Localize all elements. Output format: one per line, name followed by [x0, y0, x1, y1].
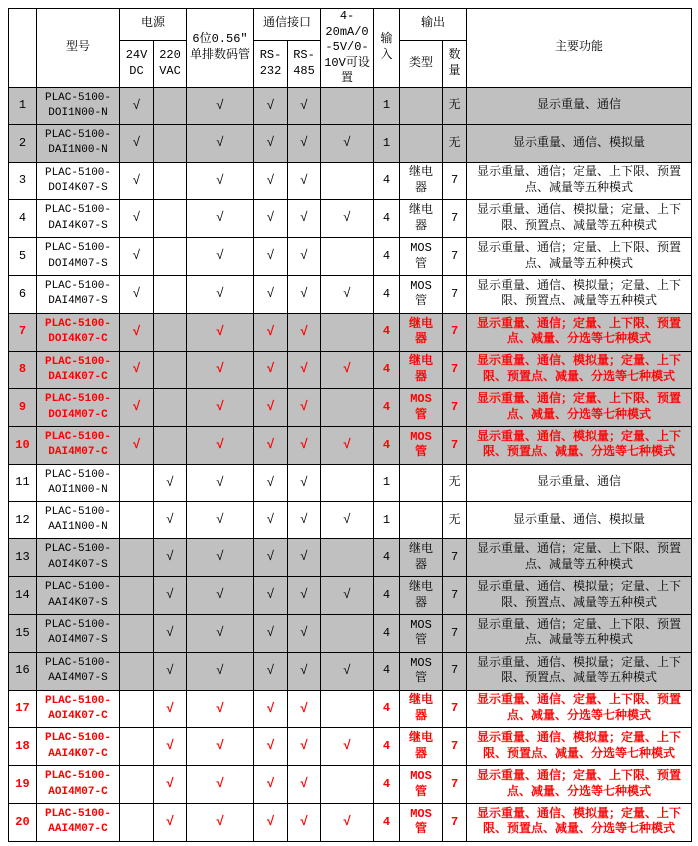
check-rs485: √: [288, 502, 321, 539]
table-row: [9, 351, 692, 389]
check-rs485: √: [288, 313, 321, 351]
check-24vdc: [120, 464, 154, 501]
table-row: [9, 464, 692, 501]
functions-cell: 显示重量、通信；定量、上下限、预置点、减量等五种模式: [467, 539, 692, 577]
output-qty-cell: 7: [443, 313, 467, 351]
check-display-tube: √: [187, 803, 254, 841]
check-220vac: √: [154, 615, 187, 653]
input-count-cell: 4: [374, 766, 400, 804]
output-type-cell: [400, 502, 443, 539]
functions-cell: 显示重量、通信、定量、上下限、预置点、减量、分选等七种模式: [467, 690, 692, 728]
check-analog-out: [321, 766, 374, 804]
header-functions: 主要功能: [467, 9, 692, 88]
row-number: 2: [9, 125, 37, 162]
check-display-tube: √: [187, 275, 254, 313]
model-cell: PLAC-5100-DOI4K07-C: [37, 313, 120, 351]
model-cell: PLAC-5100-AOI4K07-S: [37, 539, 120, 577]
output-qty-cell: 7: [443, 652, 467, 690]
check-display-tube: √: [187, 313, 254, 351]
check-220vac: [154, 313, 187, 351]
table-row: [9, 803, 692, 841]
model-cell: PLAC-5100-DOI4K07-S: [37, 162, 120, 200]
check-220vac: √: [154, 652, 187, 690]
check-220vac: √: [154, 766, 187, 804]
check-display-tube: √: [187, 652, 254, 690]
check-rs485: √: [288, 464, 321, 501]
output-qty-cell: 7: [443, 427, 467, 465]
check-220vac: √: [154, 728, 187, 766]
row-number: 12: [9, 502, 37, 539]
header-index: [9, 9, 37, 88]
row-number: 1: [9, 87, 37, 124]
output-qty-cell: 无: [443, 502, 467, 539]
functions-cell: 显示重量、通信；定量、上下限、预置点、减量、分选等七种模式: [467, 389, 692, 427]
check-rs485: √: [288, 87, 321, 124]
model-cell: PLAC-5100-AAI4K07-C: [37, 728, 120, 766]
check-220vac: √: [154, 539, 187, 577]
table-row: [9, 615, 692, 653]
check-220vac: [154, 351, 187, 389]
check-analog-out: √: [321, 125, 374, 162]
model-cell: PLAC-5100-DOI4M07-C: [37, 389, 120, 427]
functions-cell: 显示重量、通信、模拟量: [467, 125, 692, 162]
check-24vdc: √: [120, 125, 154, 162]
check-rs232: √: [254, 313, 288, 351]
table-row: [9, 125, 692, 162]
model-cell: PLAC-5100-AAI4M07-S: [37, 652, 120, 690]
input-count-cell: 4: [374, 615, 400, 653]
check-display-tube: √: [187, 502, 254, 539]
check-rs232: √: [254, 803, 288, 841]
output-type-cell: 继电器: [400, 539, 443, 577]
row-number: 6: [9, 275, 37, 313]
check-analog-out: √: [321, 351, 374, 389]
check-220vac: [154, 87, 187, 124]
input-count-cell: 1: [374, 502, 400, 539]
model-cell: PLAC-5100-AOI4M07-C: [37, 766, 120, 804]
check-analog-out: [321, 539, 374, 577]
output-type-cell: MOS管: [400, 615, 443, 653]
check-220vac: [154, 200, 187, 238]
output-type-cell: MOS管: [400, 766, 443, 804]
check-display-tube: √: [187, 577, 254, 615]
check-rs232: √: [254, 351, 288, 389]
row-number: 16: [9, 652, 37, 690]
functions-cell: 显示重量、通信、模拟量；定量、上下限、预置点、减量、分选等七种模式: [467, 803, 692, 841]
input-count-cell: 1: [374, 464, 400, 501]
output-type-cell: [400, 464, 443, 501]
check-220vac: √: [154, 464, 187, 501]
check-rs485: √: [288, 125, 321, 162]
input-count-cell: 4: [374, 200, 400, 238]
check-display-tube: √: [187, 728, 254, 766]
input-count-cell: 1: [374, 125, 400, 162]
table-row: [9, 275, 692, 313]
output-type-cell: [400, 87, 443, 124]
functions-cell: 显示重量、通信、模拟量；定量、上下限、预置点、减量、分选等七种模式: [467, 728, 692, 766]
output-type-cell: 继电器: [400, 200, 443, 238]
output-qty-cell: 7: [443, 162, 467, 200]
output-qty-cell: 无: [443, 125, 467, 162]
functions-cell: 显示重量、通信；定量、上下限、预置点、减量、分选等七种模式: [467, 313, 692, 351]
input-count-cell: 4: [374, 577, 400, 615]
check-display-tube: √: [187, 238, 254, 276]
header-power-ac: 220 VAC: [154, 40, 187, 87]
output-type-cell: MOS管: [400, 389, 443, 427]
product-spec-table: [8, 8, 692, 842]
table-row: [9, 690, 692, 728]
check-24vdc: √: [120, 427, 154, 465]
check-analog-out: [321, 162, 374, 200]
output-qty-cell: 7: [443, 615, 467, 653]
model-cell: PLAC-5100-AOI4M07-S: [37, 615, 120, 653]
check-rs232: √: [254, 389, 288, 427]
output-qty-cell: 7: [443, 275, 467, 313]
functions-cell: 显示重量、通信: [467, 464, 692, 501]
check-rs485: √: [288, 690, 321, 728]
table-row: [9, 766, 692, 804]
table-row: [9, 389, 692, 427]
input-count-cell: 1: [374, 87, 400, 124]
check-220vac: [154, 275, 187, 313]
check-rs232: √: [254, 200, 288, 238]
functions-cell: 显示重量、通信；定量、上下限、预置点、减量等五种模式: [467, 238, 692, 276]
check-24vdc: [120, 539, 154, 577]
check-24vdc: [120, 615, 154, 653]
output-qty-cell: 7: [443, 803, 467, 841]
model-cell: PLAC-5100-AOI4K07-C: [37, 690, 120, 728]
header-model: 型号: [37, 9, 120, 88]
check-analog-out: √: [321, 803, 374, 841]
check-rs485: √: [288, 427, 321, 465]
check-24vdc: √: [120, 87, 154, 124]
check-rs485: √: [288, 766, 321, 804]
row-number: 11: [9, 464, 37, 501]
output-qty-cell: 7: [443, 728, 467, 766]
output-type-cell: 继电器: [400, 577, 443, 615]
input-count-cell: 4: [374, 539, 400, 577]
header-output-type: 类型: [400, 40, 443, 87]
input-count-cell: 4: [374, 690, 400, 728]
output-qty-cell: 无: [443, 464, 467, 501]
check-rs485: √: [288, 539, 321, 577]
table-row: [9, 238, 692, 276]
table-row: [9, 577, 692, 615]
model-cell: PLAC-5100-DAI4K07-C: [37, 351, 120, 389]
check-220vac: √: [154, 690, 187, 728]
model-cell: PLAC-5100-DAI4M07-C: [37, 427, 120, 465]
check-rs232: √: [254, 125, 288, 162]
row-number: 9: [9, 389, 37, 427]
model-cell: PLAC-5100-AAI1N00-N: [37, 502, 120, 539]
row-number: 19: [9, 766, 37, 804]
check-analog-out: √: [321, 502, 374, 539]
functions-cell: 显示重量、通信、模拟量；定量、上下限、预置点、减量、分选等七种模式: [467, 427, 692, 465]
functions-cell: 显示重量、通信；定量、上下限、预置点、减量等五种模式: [467, 615, 692, 653]
row-number: 8: [9, 351, 37, 389]
header-rs485: RS-485: [288, 40, 321, 87]
check-display-tube: √: [187, 427, 254, 465]
input-count-cell: 4: [374, 803, 400, 841]
check-display-tube: √: [187, 162, 254, 200]
check-display-tube: √: [187, 200, 254, 238]
model-cell: PLAC-5100-DOI1N00-N: [37, 87, 120, 124]
header-input: 输入: [374, 9, 400, 88]
check-analog-out: √: [321, 427, 374, 465]
check-analog-out: √: [321, 200, 374, 238]
input-count-cell: 4: [374, 389, 400, 427]
check-analog-out: [321, 238, 374, 276]
functions-cell: 显示重量、通信、模拟量；定量、上下限、预置点、减量、分选等七种模式: [467, 351, 692, 389]
row-number: 17: [9, 690, 37, 728]
model-cell: PLAC-5100-AOI1N00-N: [37, 464, 120, 501]
row-number: 10: [9, 427, 37, 465]
check-rs232: √: [254, 464, 288, 501]
check-display-tube: √: [187, 690, 254, 728]
check-24vdc: [120, 728, 154, 766]
functions-cell: 显示重量、通信、模拟量；定量、上下限、预置点、减量等五种模式: [467, 200, 692, 238]
functions-cell: 显示重量、通信；定量、上下限、预置点、减量等五种模式: [467, 162, 692, 200]
check-rs485: √: [288, 389, 321, 427]
check-220vac: [154, 427, 187, 465]
check-display-tube: √: [187, 351, 254, 389]
header-output-qty: 数量: [443, 40, 467, 87]
output-type-cell: 继电器: [400, 313, 443, 351]
output-type-cell: 继电器: [400, 728, 443, 766]
output-qty-cell: 7: [443, 690, 467, 728]
check-analog-out: √: [321, 652, 374, 690]
check-rs232: √: [254, 766, 288, 804]
check-24vdc: [120, 803, 154, 841]
output-qty-cell: 7: [443, 238, 467, 276]
table-row: [9, 728, 692, 766]
check-rs232: √: [254, 238, 288, 276]
header-output-group: 输出: [400, 9, 467, 41]
check-rs232: √: [254, 162, 288, 200]
table-row: [9, 313, 692, 351]
check-rs485: √: [288, 652, 321, 690]
input-count-cell: 4: [374, 652, 400, 690]
check-rs485: √: [288, 803, 321, 841]
check-24vdc: [120, 690, 154, 728]
row-number: 18: [9, 728, 37, 766]
output-type-cell: MOS管: [400, 427, 443, 465]
table-row: [9, 200, 692, 238]
functions-cell: 显示重量、通信；定量、上下限、预置点、减量、分选等七种模式: [467, 766, 692, 804]
check-display-tube: √: [187, 766, 254, 804]
output-qty-cell: 7: [443, 539, 467, 577]
functions-cell: 显示重量、通信、模拟量: [467, 502, 692, 539]
table-header: [9, 9, 692, 88]
row-number: 15: [9, 615, 37, 653]
table-row: [9, 652, 692, 690]
functions-cell: 显示重量、通信、模拟量；定量、上下限、预置点、减量等五种模式: [467, 577, 692, 615]
check-rs232: √: [254, 577, 288, 615]
table-row: [9, 427, 692, 465]
check-analog-out: [321, 389, 374, 427]
table-body: [9, 87, 692, 841]
check-analog-out: √: [321, 275, 374, 313]
check-rs485: √: [288, 615, 321, 653]
model-cell: PLAC-5100-DOI4M07-S: [37, 238, 120, 276]
check-24vdc: [120, 502, 154, 539]
model-cell: PLAC-5100-DAI4K07-S: [37, 200, 120, 238]
check-24vdc: √: [120, 313, 154, 351]
output-type-cell: [400, 125, 443, 162]
table-row: [9, 162, 692, 200]
check-rs485: √: [288, 238, 321, 276]
table-row: [9, 539, 692, 577]
check-220vac: [154, 238, 187, 276]
output-qty-cell: 7: [443, 351, 467, 389]
output-type-cell: MOS管: [400, 275, 443, 313]
check-24vdc: √: [120, 238, 154, 276]
check-display-tube: √: [187, 125, 254, 162]
table-row: [9, 502, 692, 539]
check-rs485: √: [288, 728, 321, 766]
output-type-cell: MOS管: [400, 238, 443, 276]
check-rs232: √: [254, 427, 288, 465]
header-comm-group: 通信接口: [254, 9, 321, 41]
output-type-cell: 继电器: [400, 351, 443, 389]
check-analog-out: [321, 87, 374, 124]
output-type-cell: MOS管: [400, 652, 443, 690]
check-rs485: √: [288, 351, 321, 389]
row-number: 3: [9, 162, 37, 200]
check-24vdc: √: [120, 351, 154, 389]
input-count-cell: 4: [374, 728, 400, 766]
check-display-tube: √: [187, 539, 254, 577]
header-display-tube: 6位0.56″单排数码管: [187, 9, 254, 88]
check-24vdc: √: [120, 162, 154, 200]
check-analog-out: [321, 313, 374, 351]
row-number: 13: [9, 539, 37, 577]
check-analog-out: √: [321, 577, 374, 615]
check-24vdc: [120, 652, 154, 690]
output-qty-cell: 7: [443, 389, 467, 427]
input-count-cell: 4: [374, 275, 400, 313]
functions-cell: 显示重量、通信、模拟量；定量、上下限、预置点、减量等五种模式: [467, 652, 692, 690]
check-rs232: √: [254, 502, 288, 539]
check-rs232: √: [254, 275, 288, 313]
check-rs485: √: [288, 275, 321, 313]
check-220vac: √: [154, 502, 187, 539]
model-cell: PLAC-5100-AAI4K07-S: [37, 577, 120, 615]
output-qty-cell: 7: [443, 766, 467, 804]
check-24vdc: [120, 577, 154, 615]
check-analog-out: [321, 690, 374, 728]
check-display-tube: √: [187, 615, 254, 653]
check-display-tube: √: [187, 87, 254, 124]
check-rs232: √: [254, 615, 288, 653]
functions-cell: 显示重量、通信: [467, 87, 692, 124]
check-24vdc: √: [120, 275, 154, 313]
check-analog-out: [321, 615, 374, 653]
check-rs232: √: [254, 728, 288, 766]
functions-cell: 显示重量、通信、模拟量；定量、上下限、预置点、减量等五种模式: [467, 275, 692, 313]
check-rs485: √: [288, 200, 321, 238]
header-rs232: RS-232: [254, 40, 288, 87]
input-count-cell: 4: [374, 427, 400, 465]
check-rs232: √: [254, 652, 288, 690]
output-type-cell: 继电器: [400, 162, 443, 200]
check-rs485: √: [288, 162, 321, 200]
output-qty-cell: 7: [443, 200, 467, 238]
header-power-dc: 24V DC: [120, 40, 154, 87]
output-qty-cell: 无: [443, 87, 467, 124]
input-count-cell: 4: [374, 238, 400, 276]
input-count-cell: 4: [374, 351, 400, 389]
check-24vdc: [120, 766, 154, 804]
check-220vac: √: [154, 577, 187, 615]
row-number: 5: [9, 238, 37, 276]
check-analog-out: √: [321, 728, 374, 766]
check-rs232: √: [254, 87, 288, 124]
header-analog-out: 4-20mA/0-5V/0-10V可设置: [321, 9, 374, 88]
check-24vdc: √: [120, 200, 154, 238]
check-analog-out: [321, 464, 374, 501]
check-220vac: [154, 389, 187, 427]
model-cell: PLAC-5100-AAI4M07-C: [37, 803, 120, 841]
check-220vac: [154, 125, 187, 162]
input-count-cell: 4: [374, 162, 400, 200]
model-cell: PLAC-5100-DAI4M07-S: [37, 275, 120, 313]
check-rs485: √: [288, 577, 321, 615]
row-number: 20: [9, 803, 37, 841]
row-number: 4: [9, 200, 37, 238]
model-cell: PLAC-5100-DAI1N00-N: [37, 125, 120, 162]
row-number: 14: [9, 577, 37, 615]
output-type-cell: 继电器: [400, 690, 443, 728]
check-24vdc: √: [120, 389, 154, 427]
check-display-tube: √: [187, 389, 254, 427]
check-220vac: √: [154, 803, 187, 841]
header-power-group: 电源: [120, 9, 187, 41]
output-qty-cell: 7: [443, 577, 467, 615]
check-rs232: √: [254, 539, 288, 577]
input-count-cell: 4: [374, 313, 400, 351]
table-row: [9, 87, 692, 124]
row-number: 7: [9, 313, 37, 351]
check-220vac: [154, 162, 187, 200]
output-type-cell: MOS管: [400, 803, 443, 841]
check-rs232: √: [254, 690, 288, 728]
check-display-tube: √: [187, 464, 254, 501]
